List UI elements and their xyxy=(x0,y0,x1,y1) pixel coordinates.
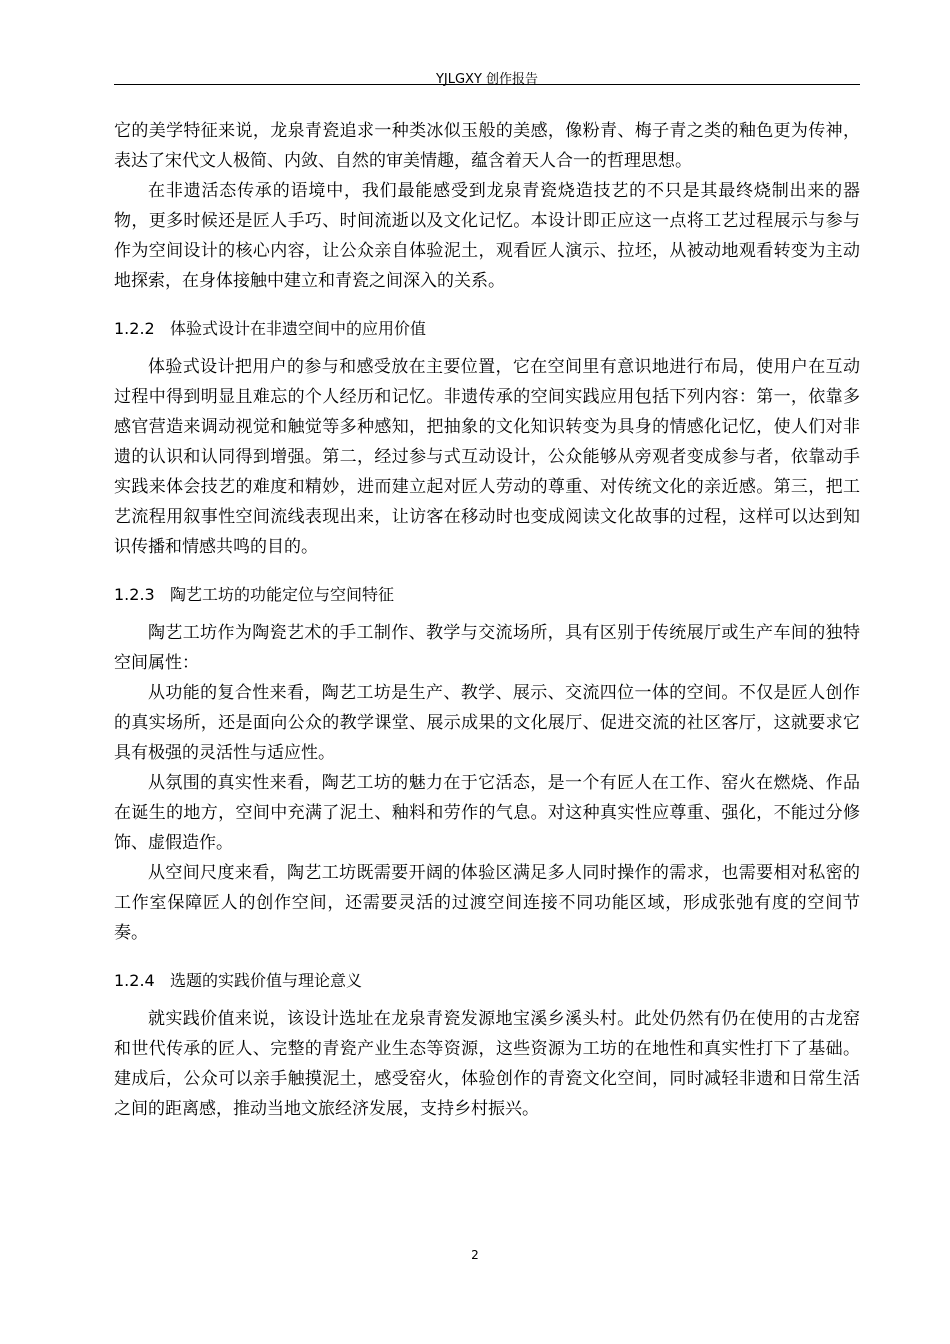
body-paragraph: 在非遗活态传承的语境中，我们最能感受到龙泉青瓷烧造技艺的不只是其最终烧制出来的器物，更多时候还是匠人手巧、时间流逝以及文化记忆。本设计即正应这一点将工艺过程展示与参与作为空间设计的核心内容，让公众亲自体验泥土，观看匠人演示、拉坯，从被动地观看转变为主动地探索，在身体接触中建立和青瓷之间深入的关系。 xyxy=(114,181,860,291)
section-number: 1.2.3 xyxy=(114,585,155,604)
body-paragraph: 体验式设计把用户的参与和感受放在主要位置，它在空间里有意识地进行布局，使用户在互动过程中得到明显且难忘的个人经历和记忆。非遗传承的空间实践应用包括下列内容：第一，依靠多感官营造来调动视觉和触觉等多种感知，把抽象的文化知识转变为具身的情感化记忆，使人们对非遗的认识和认同得到增强。第二，经过参与式互动设计，公众能够从旁观者变成参与者，依靠动手实践来体会技艺的难度和精妙，进而建立起对匠人劳动的尊重、对传统文化的亲近感。第三，把工艺流程用叙事性空间流线表现出来，让访客在移动时也变成阅读文化故事的过程，这样可以达到知识传播和情感共鸣的目的。 xyxy=(114,357,860,557)
body-paragraph: 从功能的复合性来看，陶艺工坊是生产、教学、展示、交流四位一体的空间。不仅是匠人创作的真实场所，还是面向公众的教学课堂、展示成果的文化展厅、促进交流的社区客厅，这就要求它具有极强的灵活性与适应性。 xyxy=(114,683,860,763)
section-heading xyxy=(114,968,860,994)
page-header: YJLGXY 创作报告 xyxy=(435,72,539,87)
body-paragraph: 从氛围的真实性来看，陶艺工坊的魅力在于它活态，是一个有匠人在工作、窑火在燃烧、作品在诞生的地方，空间中充满了泥土、釉料和劳作的气息。对这种真实性应尊重、强化，不能过分修饰、虚假造作。 xyxy=(114,773,860,853)
section-heading xyxy=(114,582,860,608)
section-number: 1.2.2 xyxy=(114,319,155,338)
body-paragraph: 就实践价值来说，该设计选址在龙泉青瓷发源地宝溪乡溪头村。此处仍然有仍在使用的古龙窑和世代传承的匠人、完整的青瓷产业生态等资源，这些资源为工坊的在地性和真实性打下了基础。建成后，公众可以亲手触摸泥土，感受窑火，体验创作的青瓷文化空间，同时减轻非遗和日常生活之间的距离感，推动当地文旅经济发展，支持乡村振兴。 xyxy=(114,1009,860,1119)
section-number: 1.2.4 xyxy=(114,971,155,990)
section-title: 选题的实践价值与理论意义 xyxy=(170,971,363,990)
body-paragraph: 陶艺工坊作为陶瓷艺术的手工制作、教学与交流场所，具有区别于传统展厅或生产车间的独特空间属性： xyxy=(114,623,860,673)
page-number: 2 xyxy=(471,1248,479,1262)
header-rule xyxy=(114,84,860,85)
body-paragraph: 它的美学特征来说，龙泉青瓷追求一种类冰似玉般的美感，像粉青、梅子青之类的釉色更为传神，表达了宋代文人极简、内敛、自然的审美情趣，蕴含着天人合一的哲理思想。 xyxy=(114,121,860,171)
document-body xyxy=(114,116,860,1124)
body-paragraph: 从空间尺度来看，陶艺工坊既需要开阔的体验区满足多人同时操作的需求，也需要相对私密的工作室保障匠人的创作空间，还需要灵活的过渡空间连接不同功能区域，形成张弛有度的空间节奏。 xyxy=(114,863,860,943)
section-heading xyxy=(114,316,860,342)
section-title: 陶艺工坊的功能定位与空间特征 xyxy=(170,585,395,604)
section-title: 体验式设计在非遗空间中的应用价值 xyxy=(170,319,427,338)
